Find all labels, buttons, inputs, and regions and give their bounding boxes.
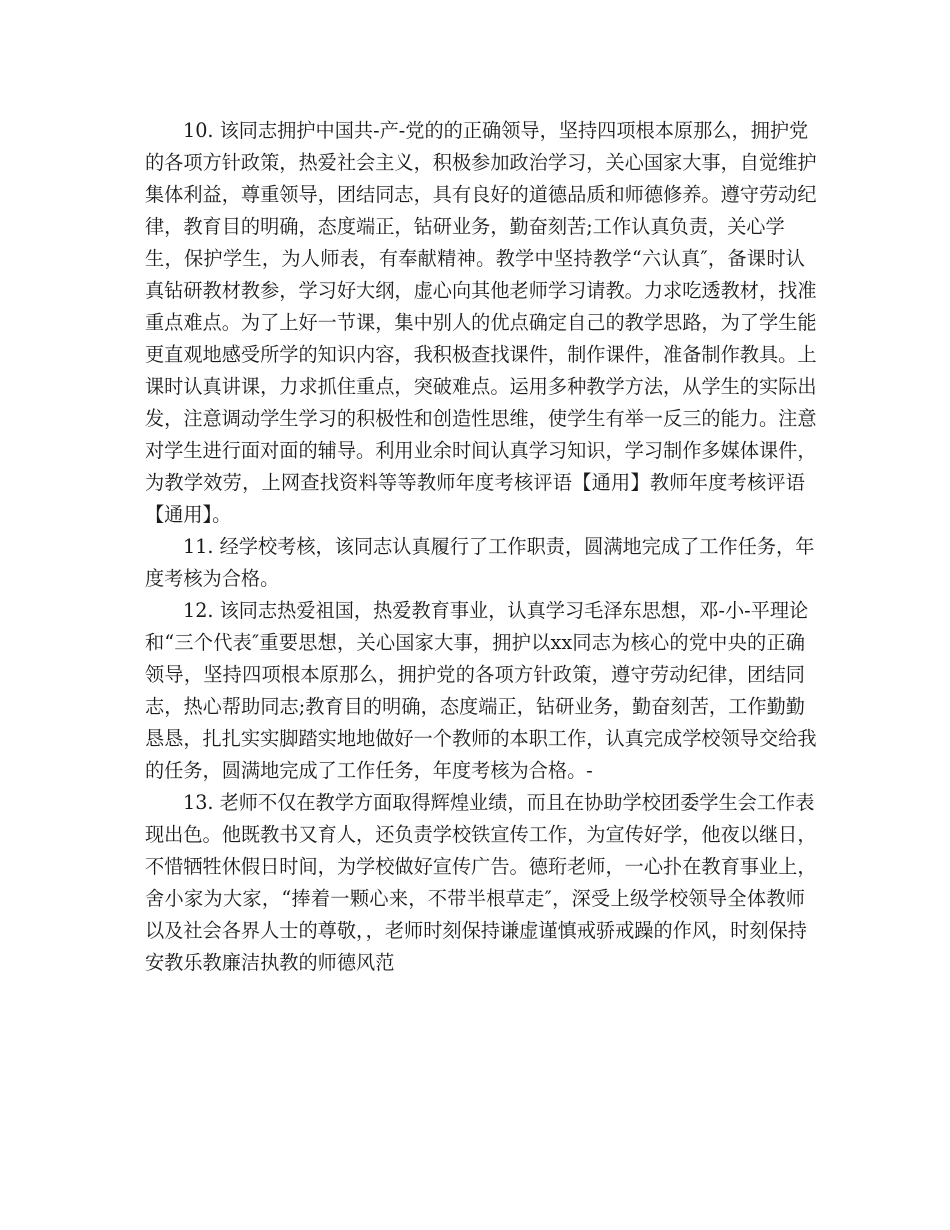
text-line: 和“三个代表″重要思想，关心国家大事，拥护以xx同志为核心的党中央的正确 [145,631,805,654]
text-line: 现出色。他既教书又育人，还负责学校铁宣传工作，为宣传好学，他夜以继日， [145,823,817,846]
text-line: 志，热心帮助同志;教育目的明确，态度端正，钻研业务，勤奋刻苦，工作勤勤 [145,695,805,718]
paragraph-13 [145,787,817,979]
text-line: 律，教育目的明确，态度端正，钻研业务，勤奋刻苦;工作认真负责，关心学 [145,215,785,238]
text-line: 恳恳，扎扎实实脚踏实地地做好一个教师的本职工作，认真完成学校领导交给我 [145,727,817,750]
paragraph-11 [145,531,815,595]
text-line: 不惜牺牲休假日时间，为学校做好宣传广告。德珩老师，一心扑在教育事业上， [145,855,817,878]
document-body [145,115,817,979]
text-line: 的各项方针政策，热爱社会主义，积极参加政治学习，关心国家大事，自觉维护 [145,151,817,174]
text-line: 集体利益，尊重领导，团结同志，具有良好的道德品质和师德修养。遵守劳动纪 [145,183,817,206]
text-line: 课时认真讲课，力求抓住重点，突破难点。运用多种教学方法，从学生的实际出 [145,375,817,398]
paragraph-12 [145,595,817,787]
text-line: 度考核为合格。 [145,567,280,590]
text-line: 的任务，圆满地完成了工作任务，年度考核为合格。- [145,759,593,782]
text-line: 安教乐教廉洁执教的师德风范 [145,951,395,974]
text-line: 生，保护学生，为人师表，有奉献精神。教学中坚持教学“六认真″，备课时认 [145,247,805,270]
text-line: 为教学效劳，上网查找资料等等教师年度考核评语【通用】教师年度考核评语 [145,471,805,494]
text-line: 重点难点。为了上好一节课，集中别人的优点确定自己的教学思路，为了学生能 [145,311,817,334]
text-line: 10. 该同志拥护中国共-产-党的的正确领导，坚持四项根本原那么，拥护党 [183,119,809,142]
text-line: 真钻研教材教参，学习好大纲，虚心向其他老师学习请教。力求吃透教材，找准 [145,279,817,302]
text-line: 【通用】。 [145,503,232,526]
text-line: 领导，坚持四项根本原那么，拥护党的各项方针政策，遵守劳动纪律，团结同 [145,663,805,686]
text-line: 12. 该同志热爱祖国，热爱教育事业，认真学习毛泽东思想，邓-小-平理论 [183,599,809,622]
text-line: 对学生进行面对面的辅导。利用业余时间认真学习知识，学习制作多媒体课件， [145,439,817,462]
paragraph-10 [145,115,817,531]
text-line: 11. 经学校考核，该同志认真履行了工作职责，圆满地完成了工作任务，年 [183,535,815,558]
text-line: 更直观地感受所学的知识内容，我积极查找课件，制作课件，准备制作教具。上 [145,343,817,366]
text-line: 发，注意调动学生学习的积极性和创造性思维，使学生有举一反三的能力。注意 [145,407,817,430]
text-line: 13. 老师不仅在教学方面取得辉煌业绩，而且在协助学校团委学生会工作表 [183,791,815,814]
text-line: 舍小家为大家，“捧着一颗心来，不带半根草走″，深受上级学校领导全体教师 [145,887,805,910]
text-line: 以及社会各界人士的尊敬，，老师时刻保持谦虚谨慎戒骄戒躁的作风，时刻保持 [145,919,807,942]
